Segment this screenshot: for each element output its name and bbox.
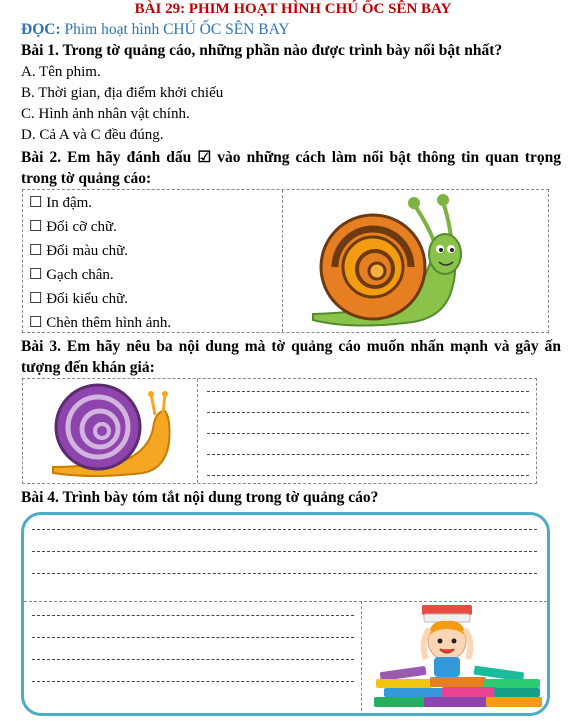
q4-answer-line[interactable] [32, 615, 354, 616]
question-1: Bài 1. Trong tờ quảng cáo, những phần nào được trình bày nổi bật nhất? [21, 42, 503, 59]
q2-checkbox-insert-image[interactable]: ☐ Chèn thêm hình ảnh. [29, 315, 172, 331]
purple-snail-image [43, 381, 183, 481]
q4-answer-line[interactable] [32, 529, 537, 530]
q4-answer-line[interactable] [32, 573, 537, 574]
q4-answer-line[interactable] [32, 637, 354, 638]
q4-answer-line[interactable] [32, 681, 354, 682]
green-snail-image [293, 192, 543, 332]
q1-option-d: D. Cả A và C đều đúng. [21, 127, 164, 143]
q2-checkbox-font-color[interactable]: ☐ Đổi màu chữ. [29, 243, 129, 259]
q2-checkbox-font-size[interactable]: ☐ Đổi cỡ chữ. [29, 219, 117, 235]
q1-option-b: B. Thời gian, địa điểm khởi chiếu [21, 85, 224, 101]
child-with-books-image [374, 599, 544, 711]
q1-option-c: C. Hình ảnh nhân vật chính. [21, 106, 190, 122]
q3-answer-line[interactable] [207, 412, 529, 413]
question-2: Bài 2. Em hãy đánh dấu ☑ vào những cách làm nổi bật thông tin quan trọng trong tờ quảng cáo: [21, 149, 561, 187]
q1-option-a: A. Tên phim. [21, 64, 101, 80]
q3-answer-line[interactable] [207, 454, 529, 455]
q2-checkbox-bold[interactable]: ☐ In đậm. [29, 195, 93, 211]
q4-answer-line[interactable] [32, 659, 354, 660]
q3-table [22, 378, 537, 484]
q3-answer-line[interactable] [207, 391, 529, 392]
page-title: BÀI 29: PHIM HOẠT HÌNH CHÚ ỐC SÊN BAY [134, 1, 452, 17]
question-3: Bài 3. Em hãy nêu ba nội dung mà tờ quảng cáo muốn nhấn mạnh và gây ấn tượng đến khán giả: [21, 338, 561, 376]
q3-answer-line[interactable] [207, 475, 529, 476]
q2-checkbox-underline[interactable]: ☐ Gạch chân. [29, 267, 114, 283]
q4-answer-line[interactable] [32, 551, 537, 552]
reading-subtitle [21, 20, 290, 39]
q4-answer-frame [21, 512, 550, 716]
reading-label: ĐỌC: [21, 21, 65, 38]
q2-table [22, 189, 549, 333]
q2-checkbox-font-style[interactable]: ☐ Đổi kiểu chữ. [29, 291, 129, 307]
q3-answer-line[interactable] [207, 433, 529, 434]
question-4: Bài 4. Trình bày tóm tắt nội dung trong tờ quảng cáo? [21, 489, 379, 506]
reading-title: Phim hoạt hình CHÚ ỐC SÊN BAY [64, 21, 290, 38]
